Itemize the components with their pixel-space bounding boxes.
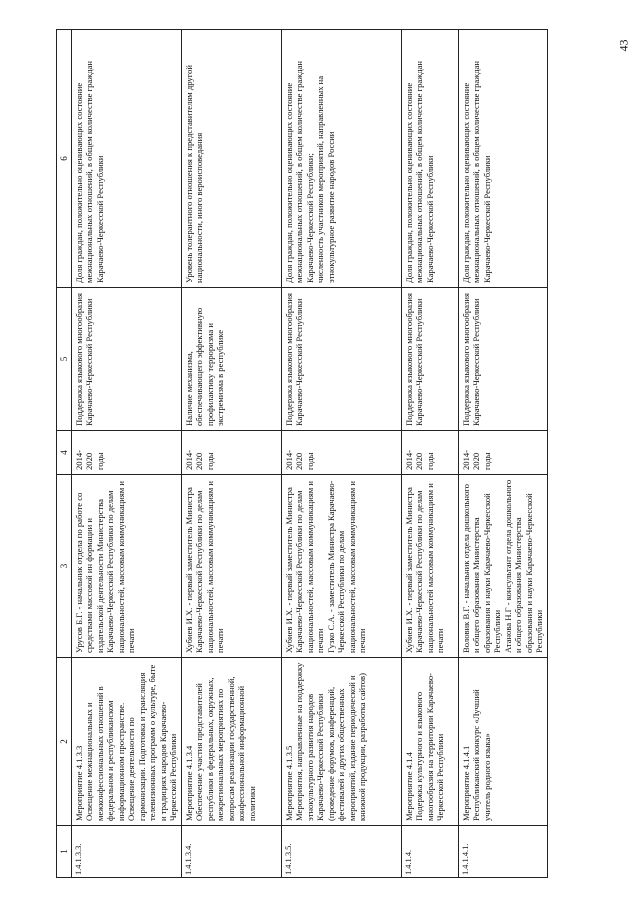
column-header: 3 xyxy=(57,475,72,658)
table-row xyxy=(181,30,281,878)
executor-cell: Хубиев И.Х. - первый заместитель Министра Карачаево-Черкесской Республики по делам национальностей, массовым коммуникациям и печати Гузко С.А. - заместитель Министра Карачаево- Черкесской Республики по делам национальностей, массовым коммуникациям и печати xyxy=(281,475,401,658)
term-cell: 2014-2020 годы xyxy=(401,431,458,475)
executor-cell: Хубиев И.Х. - первый заместитель Министра Карачаево-Черкесской Республики по делам национальностей, массовым коммуникациям и печати xyxy=(181,475,281,658)
term-cell: 2014-2020 годы xyxy=(281,431,401,475)
event-cell: Мероприятие 4.1.3.5 Мероприятия, направленные на поддержку этнокультурного развития народов Карачаево-Черкесской Республики (проведение форумов, конференций, фестивалей и других общественных мероприятий, издание периодической и книжной продукции, разработка сайтов) xyxy=(281,658,401,826)
row-number: 1.4.1.4. xyxy=(401,826,458,878)
table-row xyxy=(401,30,458,878)
goal-cell: Поддержка языкового многообразия Карачаево-Черкесской Республики xyxy=(458,288,547,431)
column-header: 5 xyxy=(57,288,72,431)
goal-cell: Поддержка языкового многообразия Карачаево-Черкесской Республики xyxy=(401,288,458,431)
event-cell: Мероприятие 4.1.3.3 Освещение межнациональных и межконфессиональных отношений в федеральном и республиканском информационном пространстве. Освещение деятельности по гармонизации. Подготовка и трансляция телевизионных программ о культуре, быте и традициях народов Карачаево-Черкесской Республики xyxy=(72,658,182,826)
term-cell: 2014-2020 годы xyxy=(181,431,281,475)
executor-cell: Хубиев И.Х. - первый заместитель Министра Карачаево-Черкесской Республики по делам национальностей массовым коммуникациям и печати xyxy=(401,475,458,658)
indicator-cell: Доля граждан, положительно оценивающих состояние межнациональных отношений, в общем количестве граждан Карачаево-Черкесской Республики xyxy=(72,30,182,288)
goal-cell: Поддержка языкового многообразия Карачаево-Черкесской Республики xyxy=(72,288,182,431)
goal-cell: Поддержка языкового многообразия Карачаево-Черкесской Республики xyxy=(281,288,401,431)
row-number: 1.4.1.4.1. xyxy=(458,826,547,878)
rotated-table-wrapper xyxy=(56,30,545,878)
row-number: 1.4.1.3.5. xyxy=(281,826,401,878)
table-header-row xyxy=(57,30,72,878)
term-cell: 2014-2020 годы xyxy=(458,431,547,475)
table-row xyxy=(458,30,547,878)
indicator-cell: Уровень толерантного отношения к представителям другой национальности, иного вероисповедания xyxy=(181,30,281,288)
event-cell: Мероприятие 4.1.4.1 Республиканский конкурс «Лучший учитель родного языка» xyxy=(458,658,547,826)
table-row xyxy=(72,30,182,878)
row-number: 1.4.1.3.4. xyxy=(181,826,281,878)
row-number: 1.4.1.3.3. xyxy=(72,826,182,878)
table-row xyxy=(281,30,401,878)
executor-cell: Воловик В.Г. - начальник отдела дошкольного и общего образования Министерства образования и науки Карачаево-Черкесской Республики Атанова Н.Г - консультант отдела дошкольного и общего образования Министерства образования и науки Карачаево-Черкесской Республики xyxy=(458,475,547,658)
column-header: 6 xyxy=(57,30,72,288)
event-cell: Мероприятие 4.1.4 Подержка культурного и языкового многообразия на территории Карачаево-Черкесской Республики xyxy=(401,658,458,826)
indicator-cell: Доля граждан, положительно оценивающих состояние межнациональных отношений, в общем количестве граждан Карачаево-Черкесской Республики xyxy=(458,30,547,288)
indicator-cell: Доля граждан, положительно оценивающих состояние межнациональных отношений, в общем количестве граждан Карачаево-Черкесской Республики; численность участников мероприятий, направленных на этнокультурное развитие народов России xyxy=(281,30,401,288)
event-cell: Мероприятие 4.1.3.4 Обеспечение участия представителей республики в федеральных, окружных, межрегиональных мероприятиях по вопросам реализации государственной, конфессиональной информационной политики xyxy=(181,658,281,826)
column-header: 2 xyxy=(57,658,72,826)
term-cell: 2014-2020 годы xyxy=(72,431,182,475)
column-header: 1 xyxy=(57,826,72,878)
indicator-cell: Доля граждан, положительно оценивающих состояние межнациональных отношений, в общем количестве граждан Карачаево-Черкесской Республики xyxy=(401,30,458,288)
executor-cell: Урусов Б.Г. - начальник отдела по работе со средствами массовой ин формации и издательской деятельности Министерства Карачаево-Черкесской Республики по делам национальностей, массовым коммуникациям и печати xyxy=(72,475,182,658)
page-number: 43 xyxy=(616,39,631,52)
column-header: 4 xyxy=(57,431,72,475)
program-table xyxy=(56,29,548,878)
goal-cell: Наличие механизма, обеспечивающего эффективную профилактику терроризма и экстремизма в республике xyxy=(181,288,281,431)
